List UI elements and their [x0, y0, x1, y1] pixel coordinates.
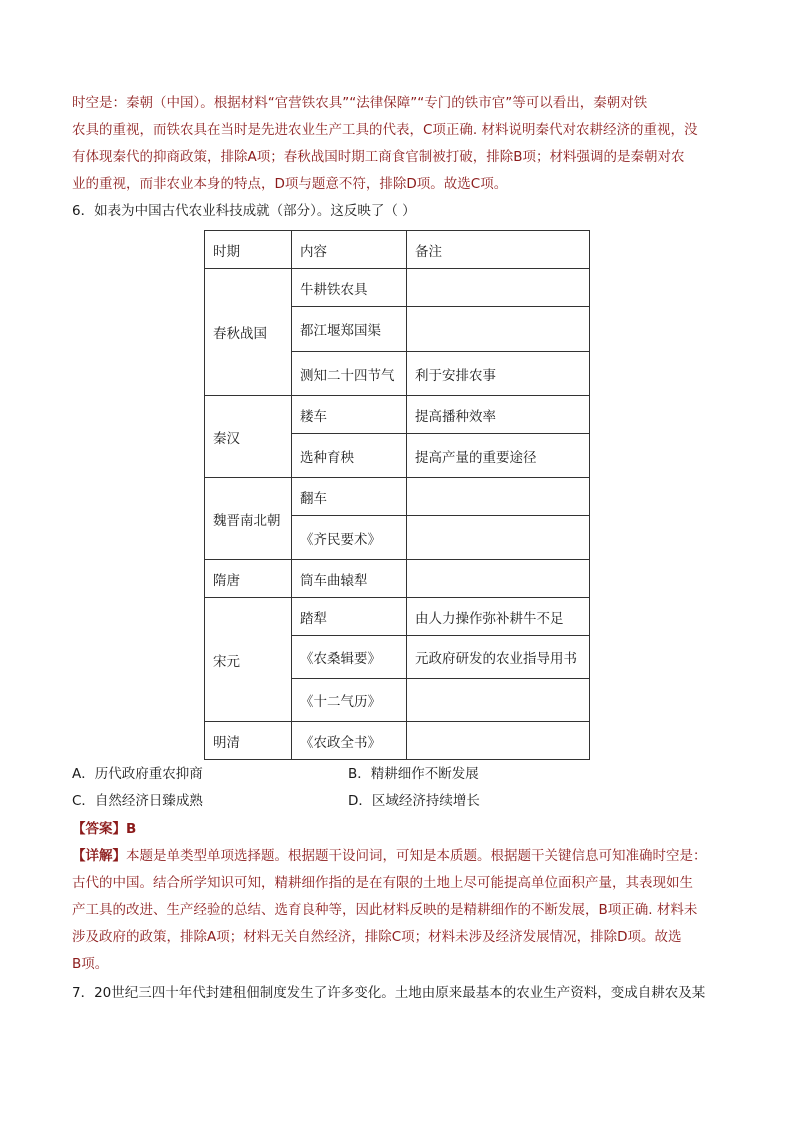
option-d: D．区域经济持续增长	[348, 793, 480, 809]
question-7-stem	[72, 980, 724, 1007]
detail-line-1	[72, 843, 724, 870]
note-cell: 利于安排农事	[407, 352, 590, 396]
agri-tech-table	[204, 230, 590, 760]
answer-label: 【答案】B	[72, 821, 137, 837]
detail-tag: 【详解】	[72, 848, 126, 864]
table-row	[205, 478, 590, 516]
question-7-stem-text: 7．20世纪三四十年代封建租佃制度发生了许多变化。土地由原来最基本的农业生产资料，变成自耕农及某	[72, 985, 706, 1001]
note-cell	[407, 516, 590, 560]
detail-explanation	[72, 843, 724, 978]
note-cell	[407, 269, 590, 307]
question-6-stem	[72, 198, 724, 225]
note-cell	[407, 307, 590, 352]
note-cell	[407, 722, 590, 760]
content-cell: 《十二气历》	[292, 679, 407, 722]
period-cell: 隋唐	[205, 560, 292, 598]
content-cell: 选种育秧	[292, 434, 407, 478]
explanation-line: 有体现秦代的抑商政策，排除A项；春秋战国时期工商食官制被打破，排除B项；材料强调的是秦朝对农	[72, 149, 685, 165]
explanation-line: 时空是：秦朝（中国）。根据材料“官营铁农具”“法律保障”“专门的铁市官”等可以看出，秦朝对铁	[72, 95, 648, 111]
note-cell	[407, 560, 590, 598]
note-cell: 元政府研发的农业指导用书	[407, 636, 590, 679]
period-cell: 春秋战国	[205, 269, 292, 396]
question-6-stem-text: 6．如表为中国古代农业科技成就（部分）。这反映了（ ）	[72, 203, 416, 219]
previous-explanation	[72, 90, 724, 198]
content-cell: 《农桑辑要》	[292, 636, 407, 679]
header-note: 备注	[407, 231, 590, 269]
option-c: C．自然经济日臻成熟	[72, 793, 203, 809]
content-cell: 踏犁	[292, 598, 407, 636]
detail-line: 涉及政府的政策，排除A项；材料无关自然经济，排除C项；材料未涉及经济发展情况，排除D项。故选	[72, 929, 682, 945]
table-header-row	[205, 231, 590, 269]
content-cell: 《齐民要术》	[292, 516, 407, 560]
header-period: 时期	[205, 231, 292, 269]
note-cell	[407, 679, 590, 722]
note-cell: 由人力操作弥补耕牛不足	[407, 598, 590, 636]
content-cell: 牛耕铁农具	[292, 269, 407, 307]
option-a: A．历代政府重农抑商	[72, 766, 203, 782]
detail-text: 本题是单类型单项选择题。根据题干设问词，可知是本质题。根据题干关键信息可知准确时空是：	[126, 848, 707, 864]
table-row	[205, 598, 590, 636]
period-cell: 宋元	[205, 598, 292, 722]
table-row	[205, 269, 590, 307]
option-b: B．精耕细作不断发展	[348, 766, 479, 782]
period-cell: 魏晋南北朝	[205, 478, 292, 560]
detail-line: 古代的中国。结合所学知识可知，精耕细作指的是在有限的土地上尽可能提高单位面积产量，其表现如生	[72, 875, 693, 891]
period-cell: 秦汉	[205, 396, 292, 478]
content-cell: 筒车曲辕犁	[292, 560, 407, 598]
table-row	[205, 396, 590, 434]
detail-line: 产工具的改进、生产经验的总结、选育良种等，因此材料反映的是精耕细作的不断发展，B项正确. 材料未	[72, 902, 698, 918]
table-row	[205, 722, 590, 760]
content-cell: 测知二十四节气	[292, 352, 407, 396]
table-row	[205, 560, 590, 598]
content-cell: 耧车	[292, 396, 407, 434]
note-cell: 提高播种效率	[407, 396, 590, 434]
note-cell: 提高产量的重要途径	[407, 434, 590, 478]
explanation-line: 业的重视，而非农业本身的特点，D项与题意不符，排除D项。故选C项。	[72, 176, 508, 192]
note-cell	[407, 478, 590, 516]
header-content: 内容	[292, 231, 407, 269]
detail-line: B项。	[72, 956, 109, 972]
content-cell: 都江堰郑国渠	[292, 307, 407, 352]
content-cell: 《农政全书》	[292, 722, 407, 760]
period-cell: 明清	[205, 722, 292, 760]
explanation-line: 农具的重视，而铁农具在当时是先进农业生产工具的代表，C项正确. 材料说明秦代对农耕经济的重视，没	[72, 122, 698, 138]
content-cell: 翻车	[292, 478, 407, 516]
